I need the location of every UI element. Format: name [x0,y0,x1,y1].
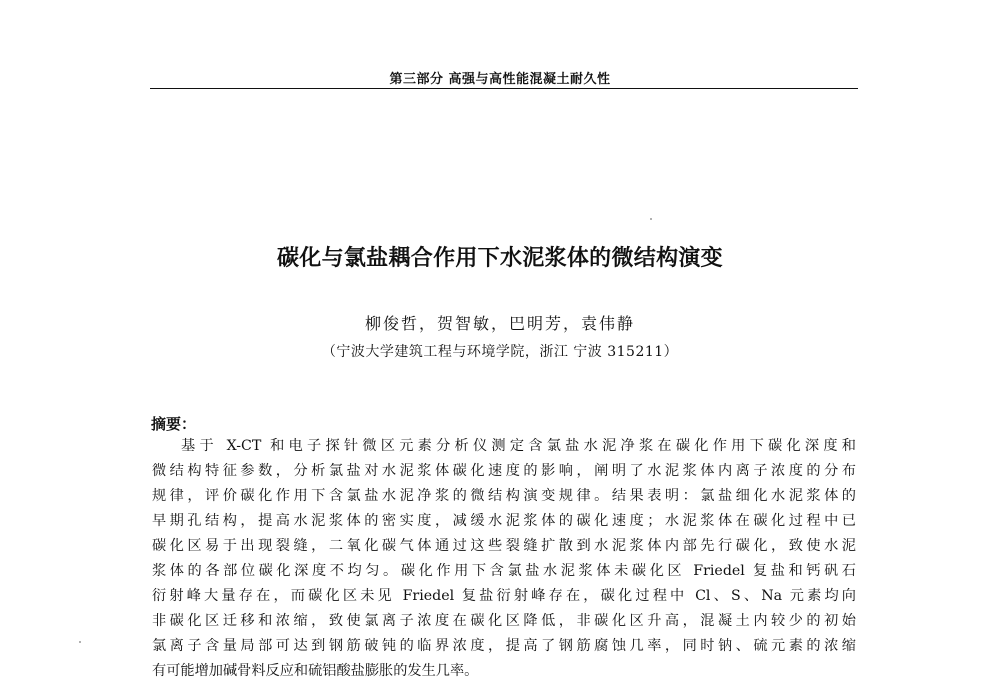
abstract-line: 基于 X-CT 和电子探针微区元素分析仪测定含氯盐水泥净浆在碳化作用下碳化深度和 [181,438,856,454]
abstract-line: 衍射峰大量存在，而碳化区未见 Friedel 复盐衍射峰存在，碳化过程中 Cl、S、Na 元素均向 [152,588,856,604]
abstract-line: 非碳化区迁移和浓缩，致使氯离子浓度在碳化区降低，非碳化区升高，混凝土内较少的初始 [152,613,856,629]
author-list: 柳俊哲，贺智敏，巴明芳，袁伟静 [364,314,635,333]
author-affiliation: （宁波大学建筑工程与环境学院，浙江 宁波 315211） [321,344,679,360]
header-rule [150,88,858,89]
paper-title: 碳化与氯盐耦合作用下水泥浆体的微结构演变 [276,246,723,271]
abstract-line: 碳化区易于出现裂缝，二氧化碳气体通过这些裂缝扩散到水泥浆体内部先行碳化，致使水泥 [152,538,856,554]
abstract-line: 氯离子含量局部可达到钢筋破钝的临界浓度，提高了钢筋腐蚀几率，同时钠、硫元素的浓缩 [152,638,856,654]
abstract-line: 微结构特征参数，分析氯盐对水泥浆体碳化速度的影响，阐明了水泥浆体内离子浓度的分布 [152,463,856,479]
abstract-heading: 摘要： [151,415,197,433]
abstract-line: 早期孔结构，提高水泥浆体的密实度，减缓水泥浆体的碳化速度；水泥浆体在碳化过程中已 [152,513,856,529]
running-header: 第三部分 高强与高性能混凝土耐久性 [389,72,611,87]
abstract-line: 规律，评价碳化作用下含氯盐水泥净浆的微结构演变规律。结果表明：氯盐细化水泥浆体的 [152,488,856,504]
abstract-line: 有可能增加碱骨料反应和硫铝酸盐膨胀的发生几率。 [152,663,479,679]
abstract-body [0,434,1000,684]
abstract-line: 浆体的各部位碳化深度不均匀。碳化作用下含氯盐水泥浆体未碳化区 Friedel 复盐和钙矾石 [152,563,856,579]
scan-speck [650,218,652,220]
